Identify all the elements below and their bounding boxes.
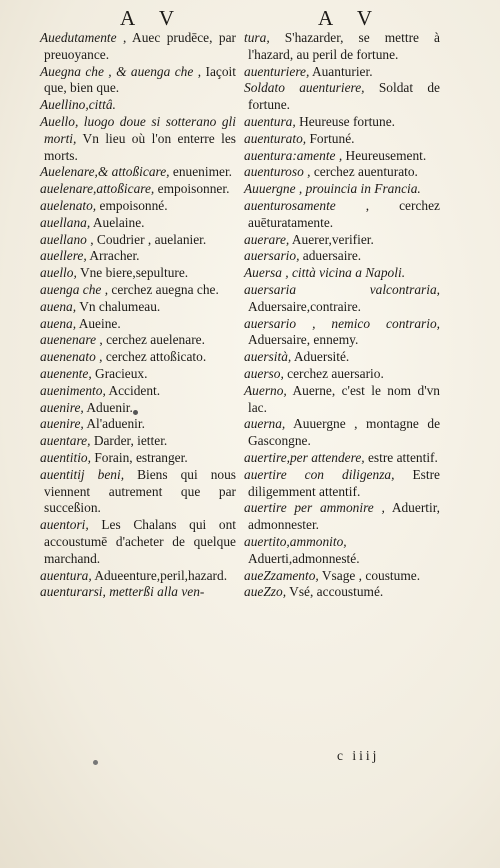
entry-term: auelenato,	[40, 197, 97, 213]
entry-definition: Fortuné.	[309, 130, 355, 146]
entry-definition: Vne biere,sepulture.	[79, 265, 189, 281]
dictionary-entry	[244, 568, 440, 585]
ink-spot	[133, 410, 138, 415]
entry-term: Auedutamente	[40, 30, 117, 45]
dictionary-entry	[244, 164, 440, 181]
entry-definition: , cerchez auēturatamente.	[248, 197, 440, 230]
entry-term: auenturoso	[244, 164, 304, 180]
entry-definition: Heureuse fortune.	[299, 113, 395, 129]
entry-definition: Vsage , coustume.	[321, 567, 421, 583]
entry-definition: Auelaine.	[92, 214, 145, 230]
dictionary-entry	[40, 97, 236, 114]
dictionary-entry	[40, 416, 236, 433]
dictionary-entry	[244, 416, 440, 450]
entry-term: auellana,	[40, 214, 91, 230]
running-header-right: A V	[318, 6, 383, 30]
entry-definition: aduersaire.	[302, 248, 362, 264]
dictionary-entry	[40, 383, 236, 400]
dictionary-entry	[244, 316, 440, 350]
entry-definition: Aueine.	[78, 315, 121, 331]
dictionary-entry	[244, 80, 440, 114]
entry-definition: empoisonner.	[157, 181, 230, 197]
entry-definition: Auanturier.	[311, 63, 373, 79]
dictionary-entry	[40, 332, 236, 349]
dictionary-entry	[244, 584, 440, 601]
entry-definition: Arracher.	[89, 248, 140, 264]
entry-definition: S'hazarder, se mettre à l'hazard, au peril de fortune.	[248, 30, 440, 62]
ink-spot	[93, 760, 98, 765]
entry-definition: Aduersaire, ennemy.	[248, 332, 359, 348]
dictionary-entry	[40, 517, 236, 567]
dictionary-entry	[244, 30, 440, 64]
entry-definition: , Coudrier , auelanier.	[90, 231, 207, 247]
dictionary-entry	[40, 64, 236, 98]
entry-definition: , Auec prudēce, par preuoyance.	[44, 30, 236, 62]
dictionary-entry	[244, 282, 440, 316]
entry-term: Auuergne , prouincia in Francia.	[244, 181, 421, 197]
dictionary-entry	[40, 316, 236, 333]
entry-term: auenturarsi, metterßi alla ven-	[40, 584, 205, 600]
entry-definition: Soldat de fortune.	[248, 80, 440, 113]
dictionary-entry	[40, 198, 236, 215]
entry-term: auellere,	[40, 248, 87, 264]
entry-definition: Vn lieu où l'on enterre les morts.	[44, 130, 236, 163]
entry-term: auello,	[40, 265, 77, 281]
dictionary-entry	[244, 148, 440, 165]
dictionary-entry	[40, 282, 236, 299]
dictionary-entry	[40, 232, 236, 249]
entry-definition: Vsé, accoustumé.	[289, 584, 384, 600]
entry-definition: Accident.	[108, 382, 161, 398]
entry-term: auenturiere,	[244, 63, 310, 79]
entry-term: auenenare	[40, 332, 97, 348]
entry-term: auerare,	[244, 231, 290, 247]
entry-term: auersario,	[244, 248, 300, 264]
entry-term: auersità,	[244, 349, 292, 365]
entry-term: Auelenare,& attoßicare,	[40, 164, 170, 180]
entry-definition: Gracieux.	[95, 365, 148, 381]
entry-term: aueZzamento,	[244, 567, 319, 583]
dictionary-entry	[40, 568, 236, 585]
entry-term: auenire,	[40, 399, 84, 415]
entry-definition: , Iaçoit que, bien que.	[44, 63, 236, 96]
dictionary-entry	[40, 265, 236, 282]
entry-definition: Aduersaire,contraire.	[248, 298, 362, 314]
dictionary-entry	[40, 164, 236, 181]
entry-definition: Aduersité.	[293, 349, 350, 365]
entry-definition: Les Chalans qui ont accoustumē d'acheter de quelque marchand.	[44, 517, 236, 566]
dictionary-entry	[40, 349, 236, 366]
catchword: c iiij	[337, 748, 380, 763]
entry-term: auenga che	[40, 281, 102, 297]
entry-definition: empoisonné.	[99, 197, 168, 213]
dictionary-entry	[40, 30, 236, 64]
dictionary-entry	[244, 181, 440, 198]
entry-term: auertito,ammonito,	[244, 533, 347, 549]
entry-definition: Forain, estranger.	[94, 449, 188, 465]
entry-term: auena,	[40, 315, 77, 331]
entry-term: auentura,	[40, 567, 92, 583]
entry-definition: Auerer,verifier.	[291, 231, 374, 247]
right-column	[244, 30, 440, 601]
left-column	[40, 30, 236, 601]
entry-term: auentura:amente ,	[244, 147, 343, 163]
entry-term: auellano	[40, 231, 87, 247]
dictionary-entry	[40, 248, 236, 265]
dictionary-entry	[244, 248, 440, 265]
entry-term: Auello, luogo doue si sotterano gli morti,	[40, 113, 236, 146]
entry-term: Soldato auenturiere,	[244, 80, 365, 96]
entry-definition: , cerchez attoßicato.	[99, 349, 207, 365]
entry-term: auentitij beni,	[40, 466, 125, 482]
entry-definition: Auuergne , montagne de Gascongne.	[248, 416, 441, 449]
running-header-left: A V	[120, 6, 185, 30]
entry-definition: , cerchez auelenare.	[99, 332, 205, 348]
entry-definition: Heureusement.	[345, 147, 427, 163]
entry-term: auentura,	[244, 113, 296, 129]
dictionary-entry	[244, 198, 440, 232]
entry-term: Auerno,	[244, 382, 287, 398]
entry-term: Auersa , città vicina a Napoli.	[244, 265, 406, 281]
entry-definition: Vn chalumeau.	[79, 298, 161, 314]
entry-definition: Auerne, c'est le nom d'vn lac.	[248, 382, 440, 415]
entry-definition: Aduerti,admonnesté.	[248, 550, 360, 566]
entry-definition: Aduenir.	[86, 399, 133, 415]
entry-definition: , cerchez auegna che.	[104, 281, 219, 297]
dictionary-entry	[244, 232, 440, 249]
entry-definition: Estre diligemment attentif.	[248, 466, 440, 499]
dictionary-entry	[40, 181, 236, 198]
entry-definition: , cerchez auenturato.	[307, 164, 418, 180]
dictionary-entry	[40, 433, 236, 450]
entry-term: auersaria valcontraria,	[244, 281, 440, 297]
dictionary-entry	[244, 366, 440, 383]
entry-term: auentori,	[40, 517, 89, 533]
entry-term: auertire per ammonire ,	[244, 500, 385, 516]
dictionary-entry	[244, 265, 440, 282]
entry-term: auenenato	[40, 349, 96, 365]
entry-definition: Darder, ietter.	[93, 433, 168, 449]
entry-definition: estre attentif.	[367, 449, 438, 465]
dictionary-entry	[244, 64, 440, 81]
entry-definition: enuenimer.	[172, 164, 233, 180]
entry-term: auenimento,	[40, 382, 106, 398]
entry-term: auentare,	[40, 433, 91, 449]
dictionary-entry	[244, 383, 440, 417]
entry-definition: Biens qui nous viennent autrement que par succeßion.	[44, 466, 236, 516]
dictionary-entry	[40, 215, 236, 232]
entry-term: Auellino,cittâ.	[40, 97, 116, 113]
dictionary-entry	[40, 299, 236, 316]
entry-term: auenente,	[40, 365, 92, 381]
dictionary-entry	[244, 349, 440, 366]
dictionary-entry	[40, 400, 236, 417]
entry-term: auelenare,attoßicare,	[40, 181, 155, 197]
entry-term: auertire,per attendere,	[244, 449, 365, 465]
entry-term: auenturosamente	[244, 197, 336, 213]
entry-definition: Adueenture,peril,hazard.	[94, 567, 228, 583]
dictionary-entry	[40, 114, 236, 164]
entry-term: Auegna che , & auenga che	[40, 63, 194, 79]
entry-term: auenturato,	[244, 130, 307, 146]
dictionary-entry	[40, 450, 236, 467]
entry-term: auenire,	[40, 416, 84, 432]
entry-term: auersario , nemico contrario,	[244, 315, 440, 331]
entry-definition: cerchez auersario.	[287, 365, 384, 381]
entry-definition: Aduertir, admonnester.	[248, 500, 440, 533]
dictionary-entry	[40, 366, 236, 383]
dictionary-entry	[40, 467, 236, 517]
entry-term: tura,	[244, 30, 270, 45]
entry-term: auena,	[40, 298, 77, 314]
dictionary-entry	[244, 467, 440, 501]
dictionary-entry	[244, 450, 440, 467]
entry-term: aueZzo,	[244, 584, 287, 600]
entry-term: auertire con diligenza,	[244, 466, 395, 482]
dictionary-entry	[40, 584, 236, 601]
dictionary-entry	[244, 534, 440, 568]
entry-definition: Al'aduenir.	[86, 416, 145, 432]
entry-term: auentitio,	[40, 449, 91, 465]
entry-term: auerso,	[244, 365, 284, 381]
dictionary-entry	[244, 114, 440, 131]
entry-term: auerna,	[244, 416, 286, 432]
dictionary-entry	[244, 500, 440, 534]
dictionary-entry	[244, 131, 440, 148]
